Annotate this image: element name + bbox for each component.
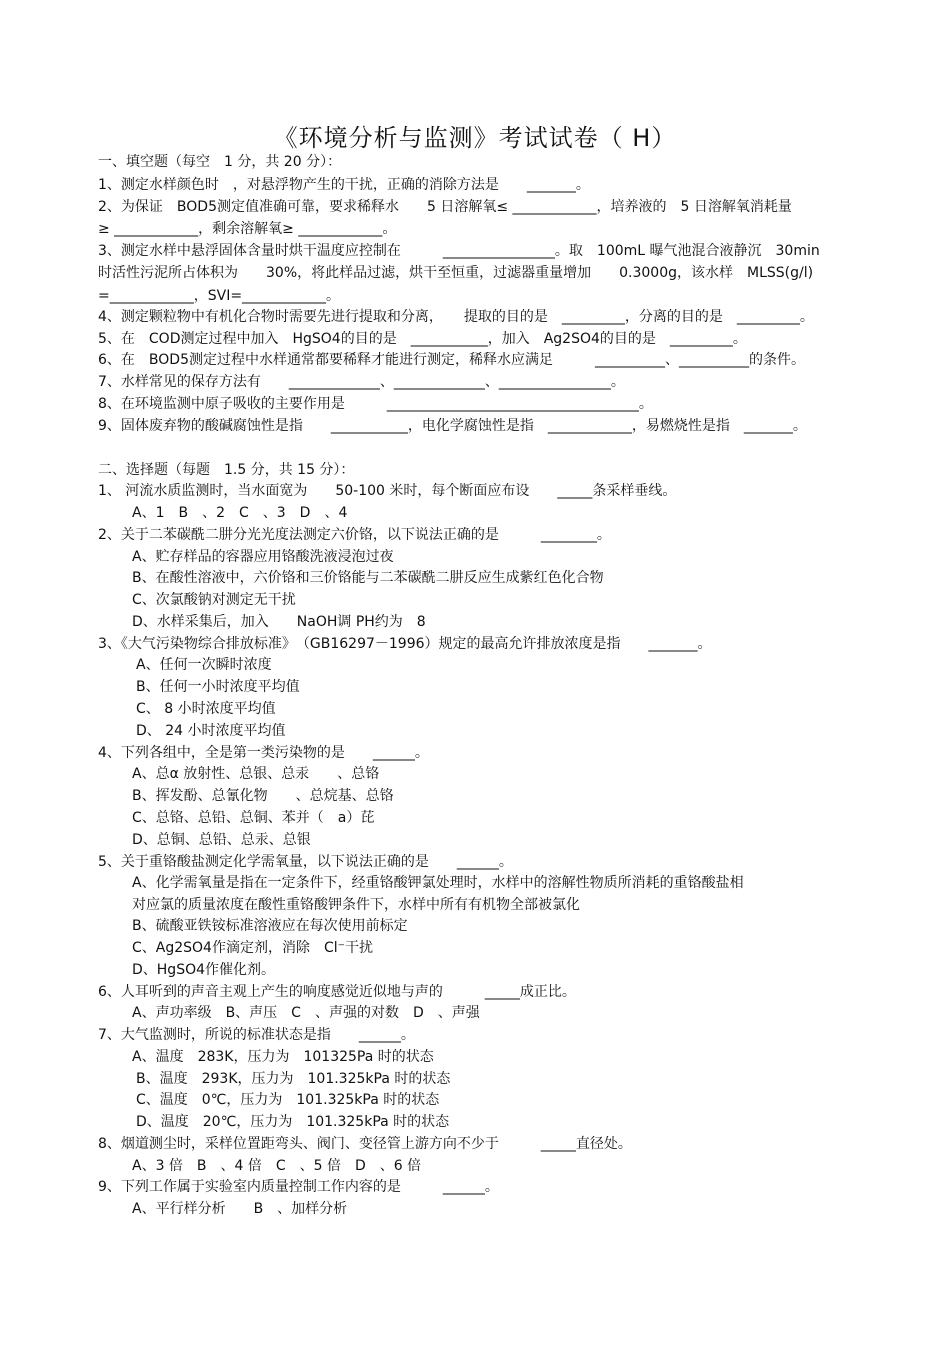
text-line: 9、固体废弃物的酸碱腐蚀性是指 ___________，电化学腐蚀性是指 ____________，易燃烧性是指 _______。 [98, 418, 807, 434]
text-line: D、水样采集后，加入 NaOH调 PH约为 8 [132, 614, 426, 630]
text-line: B、挥发酚、总氰化物 、总烷基、总铬 [132, 788, 394, 804]
text-line: A、任何一次瞬时浓度 [136, 657, 272, 673]
text-line: C、温度 0℃，压力为 101.325kPa 时的状态 [136, 1092, 440, 1108]
text-line: 3、测定水样中悬浮固体含量时烘干温度应控制在 ________________。取 100mL 曝气池混合液静沉 30min [98, 243, 820, 259]
text-line: 9、下列工作属于实验室内质量控制工作内容的是 ______。 [98, 1179, 499, 1195]
text-line: 4、测定颗粒物中有机化合物时需要先进行提取和分离， 提取的目的是 _________，分离的目的是 _________。 [98, 309, 814, 325]
text-line: 6、人耳听到的声音主观上产生的响度感觉近似地与声的 _____成正比。 [98, 984, 576, 1000]
text-line: 3、《大气污染物综合排放标准》 （GB16297－1996）规定的最高允许排放浓度是指 _______。 [98, 636, 712, 652]
text-line: 4、下列各组中，全是第一类污染物的是 ______。 [98, 745, 429, 761]
text-line: 5、关于重铬酸盐测定化学需氧量，以下说法正确的是 ______。 [98, 854, 513, 870]
text-line: A、3 倍 B 、4 倍 C 、5 倍 D 、6 倍 [132, 1158, 422, 1174]
text-line: C、 8 小时浓度平均值 [136, 701, 276, 717]
text-line: 对应氯的质量浓度在酸性重铬酸钾条件下，水样中所有有机物全部被氯化 [132, 897, 580, 913]
text-line: B、任何一小时浓度平均值 [136, 679, 300, 695]
text-line: 2、为保证 BOD5测定值准确可靠，要求稀释水 5 日溶解氧≤ ____________，培养液的 5 日溶解氧消耗量 [98, 199, 792, 215]
text-line: B、温度 293K，压力为 101.325kPa 时的状态 [136, 1071, 451, 1087]
text-line: 时活性污泥所占体积为 30%，将此样品过滤，烘干至恒重，过滤器重量增加 0.3000g，该水样 MLSS(g/l) [98, 265, 814, 281]
text-line: D、 24 小时浓度平均值 [136, 723, 286, 739]
text-line: A、1 B 、2 C 、3 D 、4 [132, 505, 348, 521]
text-line: =____________，SVI=____________。 [98, 288, 341, 304]
text-line: 2、关于二苯碳酰二肼分光光度法测定六价铬，以下说法正确的是 ________。 [98, 527, 611, 543]
text-line: C、Ag2SO4作滴定剂，消除 Cl⁻干扰 [132, 940, 374, 956]
text-line: A、贮存样品的容器应用铬酸洗液浸泡过夜 [132, 549, 394, 565]
text-line: 二、选择题（每题 1.5 分，共 15 分）： [98, 462, 355, 478]
text-line: 6、在 BOD5测定过程中水样通常都要稀释才能进行测定，稀释水应满足 __________、__________的条件。 [98, 352, 805, 368]
page-title: 《环境分析与监测》考试试卷（ H） [273, 124, 677, 152]
text-line: D、温度 20℃，压力为 101.325kPa 时的状态 [136, 1114, 450, 1130]
text-line: A、平行样分析 B 、加样分析 [132, 1201, 348, 1217]
text-line: C、次氯酸钠对测定无干扰 [132, 592, 296, 608]
text-line: C、总铬、总铅、总铜、苯并（ a）芘 [132, 810, 375, 826]
text-line: A、总α 放射性、总银、总汞 、总铬 [132, 766, 380, 782]
text-line: ≥ ____________，剩余溶解氧≥ ____________。 [98, 221, 397, 237]
text-line: 7、水样常见的保存方法有 _____________、_____________、________________。 [98, 374, 625, 390]
text-line: D、总铜、总铅、总汞、总银 [132, 832, 311, 848]
text-line: 7、大气监测时，所说的标准状态是指 ______。 [98, 1027, 415, 1043]
text-line: D、HgSO4作催化剂。 [132, 962, 276, 978]
text-line: 5、在 COD测定过程中加入 HgSO4的目的是 ___________，加入 Ag2SO4的目的是 _________。 [98, 331, 747, 347]
text-line: 1、测定水样颜色时 ，对悬浮物产生的干扰，正确的消除方法是 _______。 [98, 177, 590, 193]
text-line: 1、 河流水质监测时，当水面宽为 50-100 米时，每个断面应布设 _____条采样垂线。 [98, 483, 677, 499]
text-line: 8、烟道测尘时，采样位置距弯头、阀门、变径管上游方向不少于 _____直径处。 [98, 1136, 632, 1152]
text-line: 8、在环境监测中原子吸收的主要作用是 ____________________________________。 [98, 396, 653, 412]
text-line: 一、填空题（每空 1 分，共 20 分）： [98, 154, 342, 170]
text-line: B、硫酸亚铁铵标准溶液应在每次使用前标定 [132, 918, 408, 934]
text-line: A、化学需氧量是指在一定条件下，经重铬酸钾氯处理时，水样中的溶解性物质所消耗的重铬酸盐相 [132, 875, 744, 891]
text-line: A、声功率级 B、声压 C 、声强的对数 D 、声强 [132, 1005, 480, 1021]
text-line: B、在酸性溶液中，六价铬和三价铬能与二苯碳酰二肼反应生成紫红色化合物 [132, 570, 604, 586]
text-line: A、温度 283K，压力为 101325Pa 时的状态 [132, 1049, 434, 1065]
